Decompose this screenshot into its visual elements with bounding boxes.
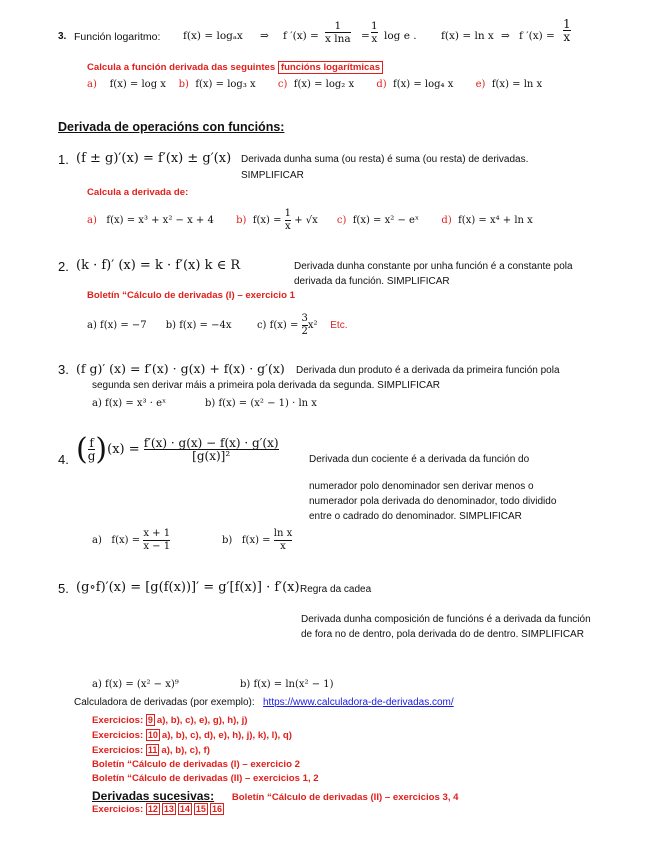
quotient-rule-desc-2: numerador polo denominador sen derivar menos o numerador pola derivada do denominador, todo dividido entre o cadrado do denominador. SIMPLIFICAR [309,481,557,522]
exercise-line-11: Exercicios: 11 a), b), c), f) [92,745,210,756]
exercise-line-9: Exercicios: 9 a), b), c), e), g), h), j) [92,715,248,726]
rule-number: 4. [58,452,69,467]
sum-rule: (f ± g)′(x) = f′(x) ± g′(x) [76,151,232,166]
product-exercise-a: a) f(x) = x³ · eˣ [92,398,167,409]
bulletin-ref-1: Boletín “Cálculo de derivadas (I) – exercicio 1 [87,290,295,301]
section-label: Función logaritmo: [74,31,161,43]
derivative-prefix: f ′(x) = [283,30,319,42]
derivative-prefix-2: f ′(x) = [519,30,555,42]
chain-exercise-b: b) f(x) = ln(x² − 1) [240,679,334,690]
constant-rule: (k · f)′ (x) = k · f′(x) k ∈ R [76,258,241,273]
calculator-link[interactable]: https://www.calculadora-de-derivadas.com/ [263,697,454,708]
rule-number: 5. [58,581,69,596]
successive-derivatives: Derivadas sucesivas: Boletín “Cálculo de derivadas (II) – exercicios 3, 4 [92,789,459,803]
calc-instruction: Calcula a función derivada das seguintes funcións logarítmicas [87,62,383,73]
log-e: log e . [384,30,417,42]
calculator-note: Calculadora de derivadas (por exemplo): https://www.calculadora-de-derivadas.com/ [74,697,454,708]
fraction-1-x-2: $\frac{1}{x}$ [563,17,571,44]
product-rule: (f g)′ (x) = f′(x) · g(x) + f(x) · g′(x) [76,361,285,376]
implies-arrow: ⇒ [260,30,269,42]
fraction-1-xlna: $\frac{1}{\text{x lna}}$ [325,20,351,45]
chain-rule: (g∘f)′(x) = [g(f(x))]′ = g′[f(x)] · f′(x) [76,580,300,595]
section-number: 3. [58,31,67,42]
quotient-exercise-b: b) f(x) = $\frac{\text{ln x}}{x}$ [222,528,293,552]
rule-number: 3. [58,362,69,377]
ln-function: f(x) = ln x [441,30,494,42]
sum-exercises: a) f(x) = x³ + x² − x + 4 b) f(x) = $\frac{1}{x}$ + √x c) f(x) = x² − eˣ d) f(x) = x⁴ + ln x [87,208,533,232]
log-function: f(x) = logₐx [183,30,243,42]
sum-rule-desc: Derivada dunha suma (ou resta) é suma (ou resta) de derivadas. [241,154,529,165]
bulletin-ref-3: Boletín “Cálculo de derivadas (II) – exercicios 1, 2 [92,773,319,784]
product-rule-desc-2: segunda sen derivar máis a primeira pola derivada da segunda. SIMPLIFICAR [92,380,440,391]
implies-arrow-2: ⇒ [501,30,510,42]
product-rule-desc-1: Derivada dun produto é a derivada da primeira función pola [296,365,560,376]
bulletin-ref-2: Boletín “Cálculo de derivadas (I) – exercicio 2 [92,759,300,770]
rule-number: 2. [58,259,69,274]
chain-rule-name: Regra da cadea [300,584,372,595]
section-heading: Derivada de operacións con funcións: [58,120,285,134]
calc-derivative: Calcula a derivada de: [87,187,189,198]
equals-sign: = [361,30,370,42]
log-exercises: a) f(x) = log x b) f(x) = log₃ x c) f(x) = log₂ x d) f(x) = log₄ x e) f(x) = ln x [87,79,543,90]
quotient-rule: ( $\frac{f}{g}$ )(x) = $\frac{f'(x) \cdot g(x) - f(x) \cdot g'(x)}{\text{[g(x)]²}}$ [76,432,279,467]
simplify-note: SIMPLIFICAR [241,170,304,181]
exercise-line-last: Exercicios: 12 13 14 15 16 [92,804,222,815]
constant-rule-desc: Derivada dunha constante por unha función é a constante pola derivada da función. SIMPLIFICAR [294,261,573,287]
product-exercise-b: b) f(x) = (x² − 1) · ln x [205,398,317,409]
chain-rule-desc: Derivada dunha composición de funcións é a derivada da función de fora no de dentro, pola derivada do de dentro. SIMPLIFICAR [301,614,591,640]
quotient-exercise-a: a) f(x) = $\frac{x + 1}{x - 1}$ [92,528,171,552]
chain-exercise-a: a) f(x) = (x² − x)⁹ [92,679,179,690]
rule-number: 1. [58,152,69,167]
fraction-1-x: $\frac{1}{x}$ [371,20,378,45]
quotient-rule-desc-1: Derivada dun cociente é a derivada da función do [309,454,530,465]
constant-exercises: a) f(x) = −7 b) f(x) = −4x c) f(x) = $\frac{3}{2}$ x² Etc. [87,313,348,337]
exercise-line-10: Exercicios: 10 a), b), c), d), e), h), j), k), l), q) [92,730,292,741]
